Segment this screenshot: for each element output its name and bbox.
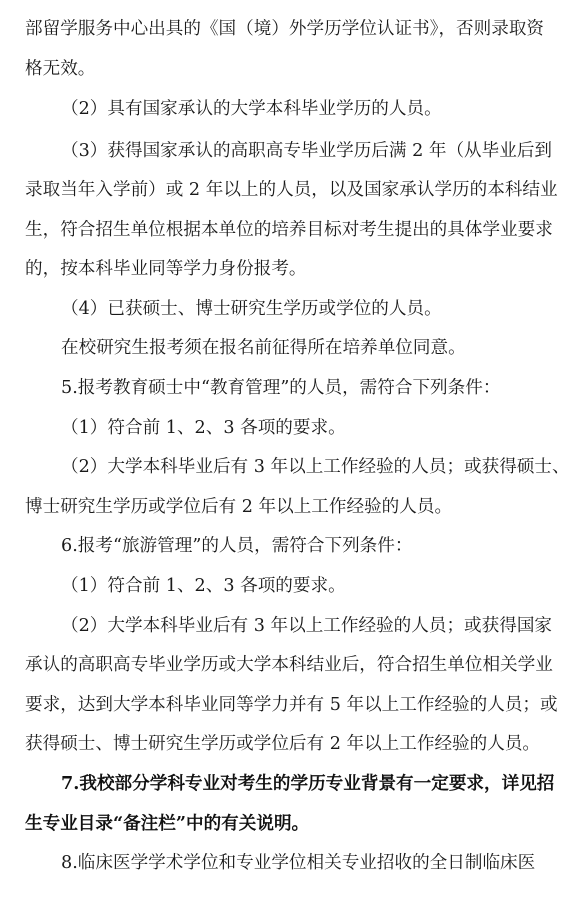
text-line: （2）具有国家承认的大学本科毕业学历的人员。 [61,99,442,119]
text-line-bold: 7.我校部分学科专业对考生的学历专业背景有一定要求，详见招 [61,773,555,794]
text-line: （2）大学本科毕业后有 3 年以上工作经验的人员；或获得硕士、 [61,457,570,477]
text-line: 的，按本科毕业同等学力身份报考。 [25,259,307,279]
text-line-bold: 生专业目录“备注栏”中的有关说明。 [25,813,310,834]
text-line: 博士研究生学历或学位后有 2 年以上工作经验的人员。 [25,497,453,517]
text-line: （1）符合前 1、2、3 各项的要求。 [61,576,346,596]
text-line: 5.报考教育硕士中“教育管理”的人员，需符合下列条件： [61,378,501,398]
text-line: 要求，达到大学本科毕业同等学力并有 5 年以上工作经验的人员；或 [25,695,558,715]
text-line: （3）获得国家承认的高职高专毕业学历后满 2 年（从毕业后到 [61,141,553,161]
text-line: 6.报考“旅游管理”的人员，需符合下列条件： [61,536,413,556]
text-line: 在校研究生报考须在报名前征得所在培养单位同意。 [61,338,466,358]
text-line: 获得硕士、博士研究生学历或学位后有 2 年以上工作经验的人员。 [25,734,541,754]
text-line: 承认的高职高专毕业学历或大学本科结业后，符合招生单位相关学业 [25,655,553,675]
text-line: （4）已获硕士、博士研究生学历或学位的人员。 [61,299,442,319]
text-line: 生，符合招生单位根据本单位的培养目标对考生提出的具体学业要求 [25,220,553,240]
text-line: 格无效。 [25,59,96,79]
text-line: 部留学服务中心出具的《国（境）外学历学位认证书》，否则录取资 [25,19,545,39]
text-line: （1）符合前 1、2、3 各项的要求。 [61,418,346,438]
text-line: 录取当年入学前）或 2 年以上的人员，以及国家承认学历的本科结业 [25,180,558,200]
text-line: （2）大学本科毕业后有 3 年以上工作经验的人员；或获得国家 [61,616,553,636]
text-line: 8.临床医学学术学位和专业学位相关专业招收的全日制临床医 [61,853,536,873]
